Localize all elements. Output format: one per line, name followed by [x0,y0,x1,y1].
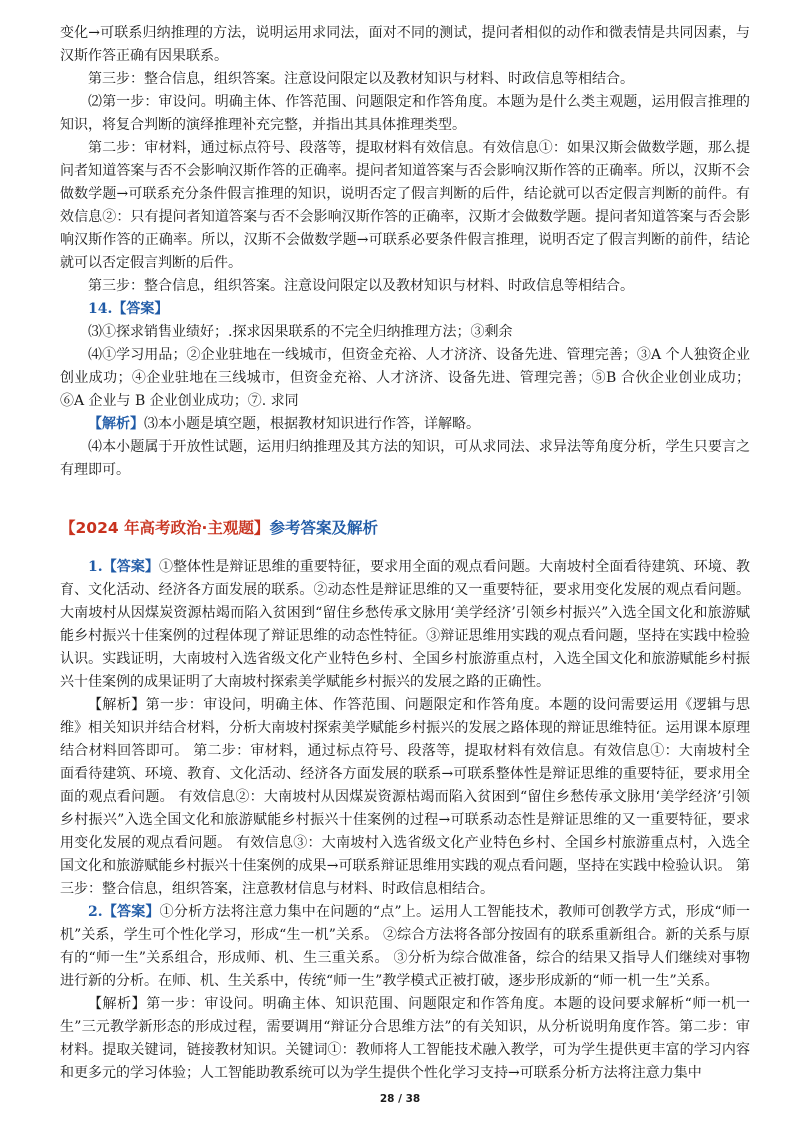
q14-label: 14.【答案】 [88,301,169,317]
q1-answer-text: ①整体性是辩证思维的重要特征，要求用全面的观点看问题。大南坡村全面看待建筑、环境、教育、文化活动、经济各方面发展的联系。②动态性是辩证思维的又一重要特征，要求用变化发展的观点看问题。大南坡村从因煤炭资源枯竭而陷入贫困到“留住乡愁传承文脉用‘美学经济’引领乡村振兴”入选全国文化和旅游赋能乡村振兴十佳案例的过程体现了辩证思维的动态性特征。③辩证思维用实践的观点看问题，坚持在实践中检验认识。实践证明，大南坡村入选省级文化产业特色乡村、全国乡村旅游重点村，入选全国文化和旅游赋能乡村振兴十佳案例的成果证明了大南坡村探索美学赋能乡村振兴的发展之路的正确性。 [60,559,750,690]
q1-answer [60,556,750,694]
spacer [60,540,750,556]
paragraph: 变化→可联系归纳推理的方法，说明运用求同法，面对不同的测试，提问者相似的动作和微表情是共同因素，与汉斯作答正确有因果联系。 [60,25,750,64]
paragraph: 第三步：整合信息，组织答案。注意设问限定以及教材知识与材料、时政信息等相结合。 [88,71,634,87]
spacer [60,482,750,516]
section-title-red: 【2024 年高考政治·主观题】 [60,519,270,537]
q1-analysis: 【解析】第一步：审设问，明确主体、作答范围、问题限定和作答角度。本题的设问需要运用《逻辑与思维》相关知识并结合材料，分析大南坡村探索美学赋能乡村振兴的发展之路体现的辩证思维特征。运用课本原理结合材料回答即可。 第二步：审材料，通过标点符号、段落等，提取材料有效信息。有效信息①：大南坡村全面看待建筑、环境、教育、文化活动、经济各方面发展的联系→可联系整体性是辩证思维的重要特征，要求用全面的观点看问题。 有效信息②：大南坡村从因煤炭资源枯竭而陷入贫困到“留住乡愁传承文脉用‘美学经济’引领乡村振兴”入选全国文化和旅游赋能乡村振兴十佳案例的过程→可联系动态性是辩证思维的又一重要特征，要求用变化发展的观点看问题。 有效信息③：大南坡村入选省级文化产业特色乡村、全国乡村旅游重点村，入选全国文化和旅游赋能乡村振兴十佳案例的成果→可联系辩证思维用实践的观点看问题，坚持在实践中检验认识。 第三步：整合信息，组织答案，注意教材信息与材料、时政信息相结合。 [60,697,750,897]
section-title [60,516,750,540]
page-content [60,22,750,1085]
q14-analysis-label: 【解析】 [88,416,144,432]
q1-label: 1.【答案】 [88,559,159,575]
q2-label: 2.【答案】 [88,904,160,920]
section-title-blue: 参考答案及解析 [269,519,378,537]
paragraph: 第三步：整合信息，组织答案。注意设问限定以及教材知识与材料、时政信息等相结合。 [88,278,634,294]
paragraph: 第二步：审材料，通过标点符号、段落等，提取材料有效信息。有效信息①：如果汉斯会做数学题，那么提问者知道答案与否不会影响汉斯作答的正确率。提问者知道答案与否会影响汉斯作答的正确率。所以，汉斯不会做数学题→可联系充分条件假言推理的知识，说明否定了假言判断的后件，结论就可以否定假言判断的前件。有效信息②：只有提问者知道答案与否不会影响汉斯作答的正确率，汉斯才会做数学题。提问者知道答案与否会影响汉斯作答的正确率。所以，汉斯不会做数学题→可联系必要条件假言推理，说明否定了假言判断的前件，结论就可以否定假言判断的后件。 [60,140,750,271]
q14-analysis-4: ⑷本小题属于开放性试题，运用归纳推理及其方法的知识，可从求同法、求异法等角度分析，学生只要言之有理即可。 [60,439,750,478]
q2-analysis: 【解析】第一步：审设问。明确主体、知识范围、问题限定和作答角度。本题的设问要求解析“师一机一生”三元教学新形态的形成过程，需要调用“辩证分合思维方法”的有关知识，从分析说明角度作答。第二步：审材料。提取关键词，链接教材知识。关键词①：教师将人工智能技术融入教学，可为学生提供更丰富的学习内容和更多元的学习体验；人工智能助教系统可以为学生提供个性化学习支持→可联系分析方法将注意力集中 [60,996,750,1081]
q14-answer-4: ⑷①学习用品；②企业驻地在一线城市，但资金充裕、人才济济、设备先进、管理完善；③A 个人独资企业创业成功；④企业驻地在三线城市，但资金充裕、人才济济、设备先进、管理完善；⑤B 合伙企业创业成功；⑥A 企业与 B 企业创业成功；⑦. 求同 [60,347,750,409]
page-number: 28 / 38 [379,1093,421,1105]
q14-analysis-3 [60,413,750,436]
q2-answer-text: ①分析方法将注意力集中在问题的“点”上。运用人工智能技术，教师可创教学方式，形成“师一机”关系，学生可个性化学习，形成“生一机”关系。 ②综合方法将各部分按固有的联系重新组合。新的关系与原有的“师一生”关系组合，形成师、机、生三重关系。 ③分析为综合做准备，综合的结果又指导人们继续对事物进行新的分析。在师、机、生关系中，传统“师一生”教学模式正被打破，逐步形成新的“师一机一生”关系。 [60,904,750,989]
q14-analysis-3-text: ⑶本小题是填空题，根据教材知识进行作答，详解略。 [144,416,480,432]
q2-answer [60,901,750,993]
q14-answer-3: ⑶①探求销售业绩好；.探求因果联系的不完全归纳推理方法；③剩余 [88,324,513,340]
paragraph: ⑵第一步：审设问。明确主体、作答范围、问题限定和作答角度。本题为是什么类主观题，运用假言推理的知识，将复合判断的演绎推理补充完整，并指出其具体推理类型。 [60,94,750,133]
q14-answer-heading [60,298,750,321]
